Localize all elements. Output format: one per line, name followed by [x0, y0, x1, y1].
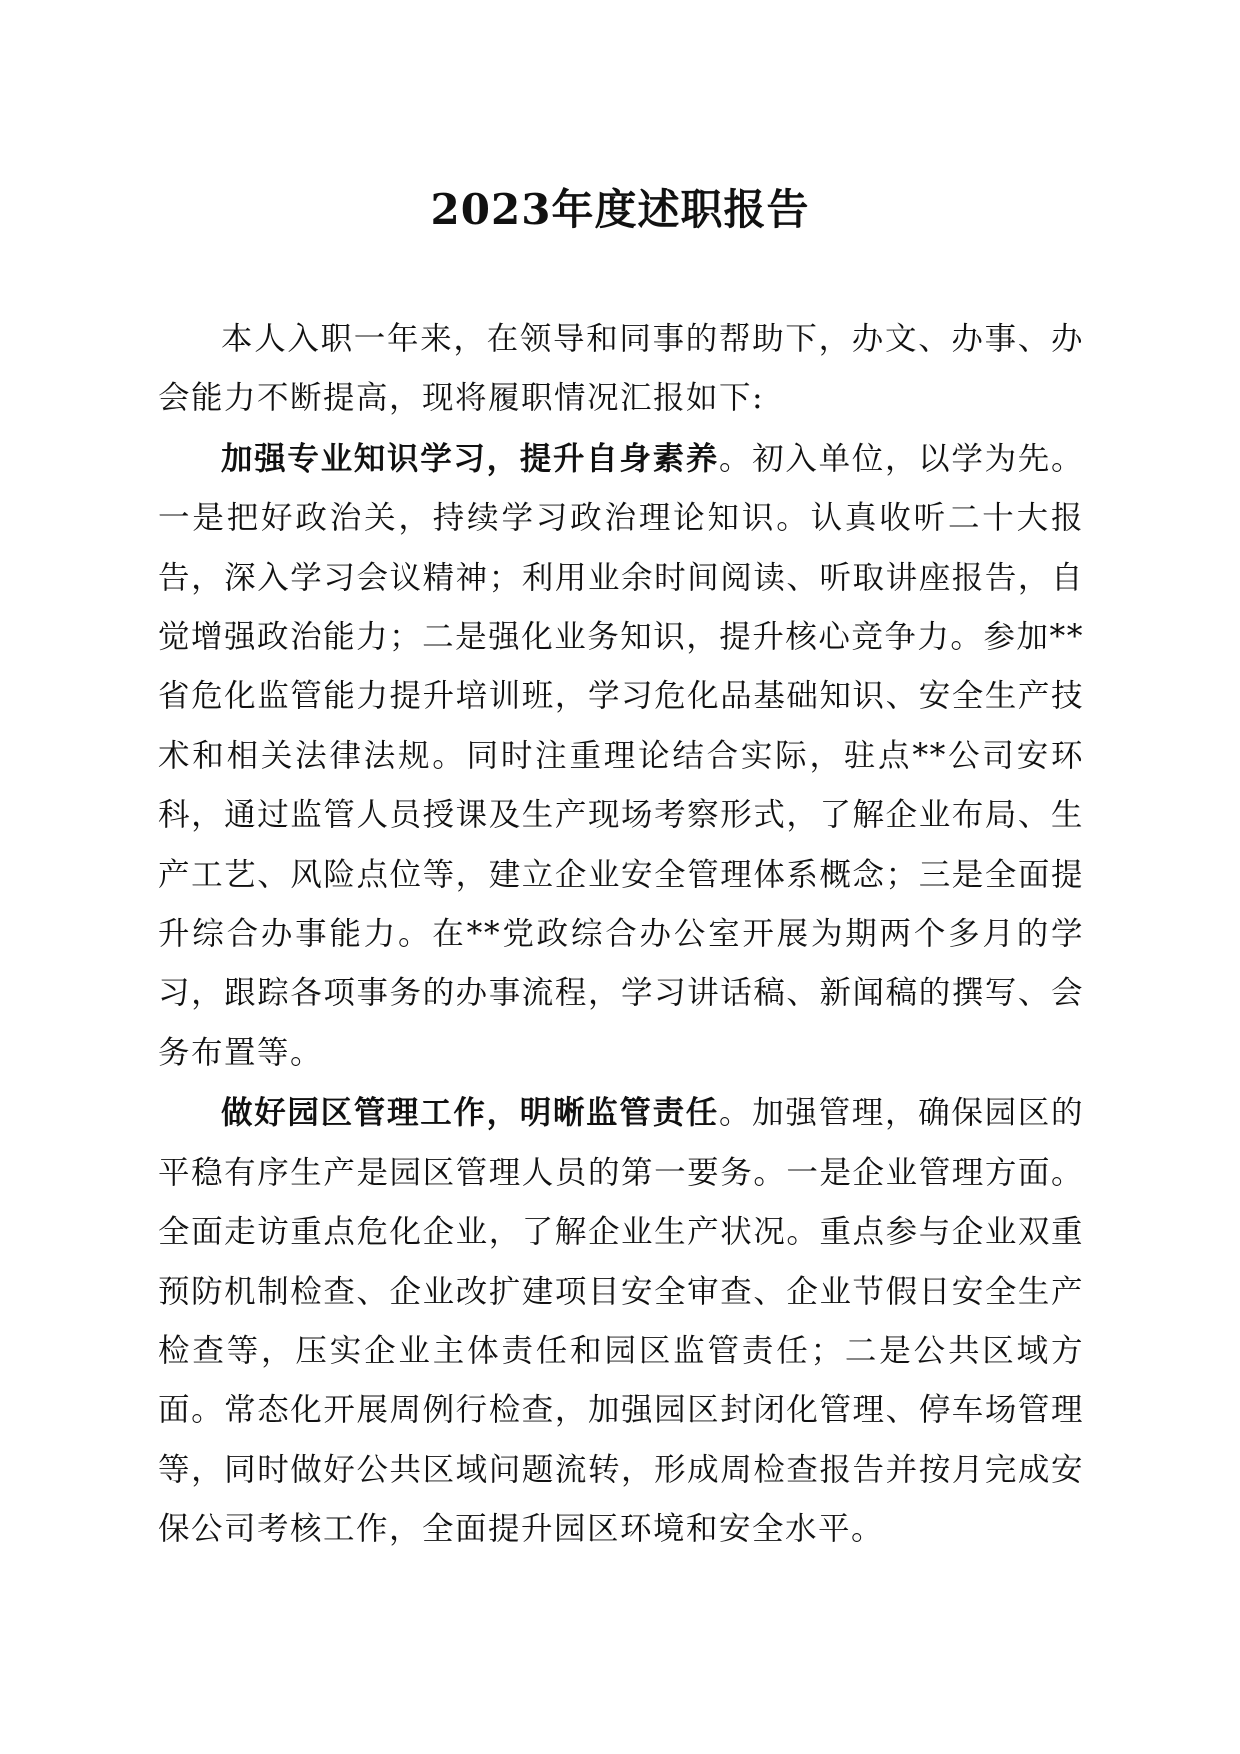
section-text-park-management: 。加强管理，确保园区的平稳有序生产是园区管理人员的第一要务。一是企业管理方面。全面走访重点危化企业，了解企业生产状况。重点参与企业双重预防机制检查、企业改扩建项目安全审查、企业节假日安全生产检查等，压实企业主体责任和园区监管责任；二是公共区域方面。常态化开展周例行检查，加强园区封闭化管理、停车场管理等，同时做好公共区域问题流转，形成周检查报告并按月完成安保公司考核工作，全面提升园区环境和安全水平。 [158, 1095, 1084, 1548]
section-heading-park-management: 做好园区管理工作，明晰监管责任 [221, 1094, 719, 1132]
section-text-study: 。初入单位，以学为先。一是把好政治关，持续学习政治理论知识。认真收听二十大报告，深入学习会议精神；利用业余时间阅读、听取讲座报告，自觉增强政治能力；二是强化业务知识，提升核心竞争力。参加**省危化监管能力提升培训班，学习危化品基础知识、安全生产技术和相关法律法规。同时注重理论结合实际，驻点**公司安环科，通过监管人员授课及生产现场考察形式，了解企业布局、生产工艺、风险点位等，建立企业安全管理体系概念；三是全面提升综合办事能力。在**党政综合办公室开展为期两个多月的学习，跟踪各项事务的办事流程，学习讲话稿、新闻稿的撰写、会务布置等。 [158, 440, 1084, 1071]
section-paragraph-park-management [158, 1083, 1084, 1559]
section-heading-study: 加强专业知识学习，提升自身素养 [221, 439, 719, 477]
section-paragraph-study [158, 429, 1084, 1083]
document-title: 2023年度述职报告 [430, 185, 810, 234]
document-body [158, 310, 1084, 1560]
intro-paragraph: 本人入职一年来，在领导和同事的帮助下，办文、办事、办会能力不断提高，现将履职情况汇报如下: [158, 321, 1084, 417]
